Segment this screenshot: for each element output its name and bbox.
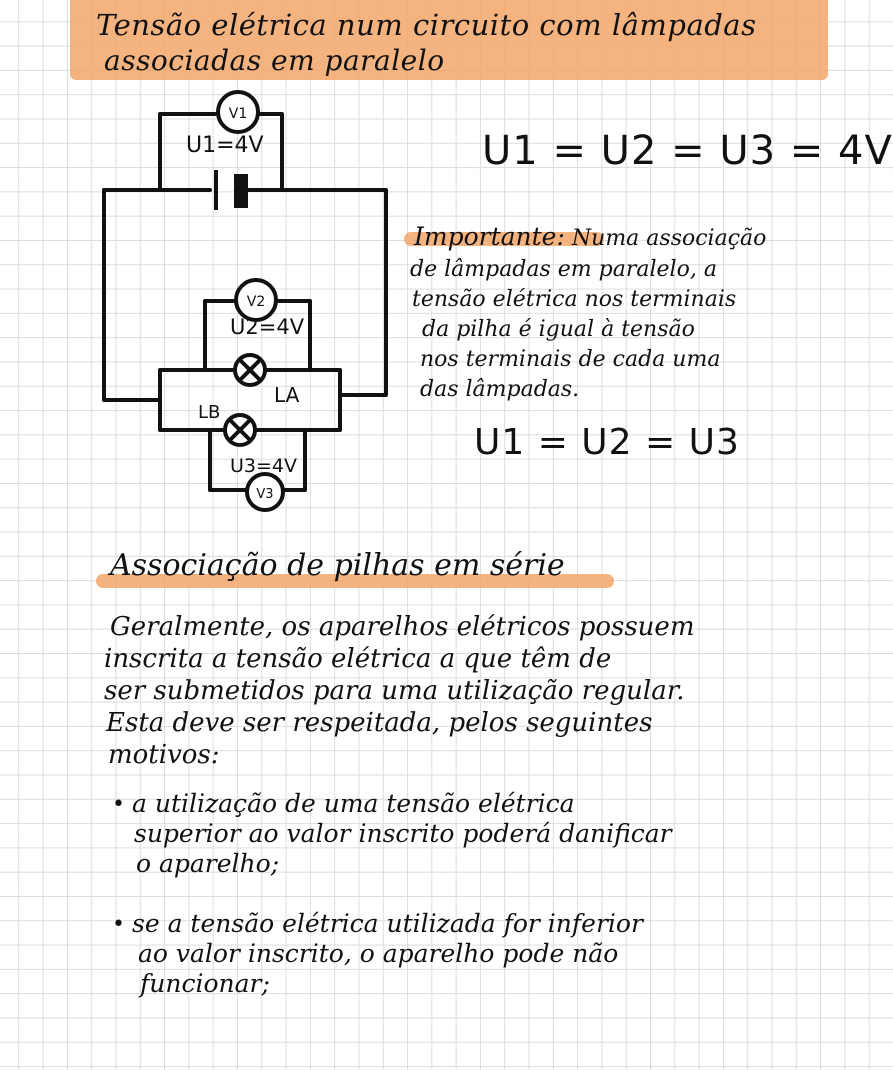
v1-symbol: V1 [228, 106, 248, 122]
u2-label: U2=4V [230, 315, 305, 339]
bullet-1-line3: o aparelho; [136, 849, 280, 878]
important-note-line6: das lâmpadas. [420, 377, 580, 402]
u1-label: U1=4V [186, 133, 264, 158]
paragraph-line2: inscrita a tensão elétrica a que têm de [104, 644, 612, 674]
important-note-line4: da pilha é igual à tensão [422, 317, 695, 342]
u3-label: U3=4V [230, 455, 298, 477]
battery-thick-plate [234, 174, 248, 208]
v2-symbol: V2 [246, 294, 266, 310]
important-note-line5: nos terminais de cada uma [420, 347, 721, 372]
bullet-dot-1: • [112, 792, 125, 817]
outer-wire [104, 190, 160, 400]
section-title: Associação de pilhas em série [110, 548, 565, 583]
paragraph-line3: ser submetidos para uma utilização regular. [104, 676, 685, 706]
bullet-1-line1: a utilização de uma tensão elétrica [132, 789, 575, 818]
lamp-a-label: LA [274, 383, 300, 407]
voltage-equation-note: U1 = U2 = U3 [474, 422, 740, 463]
lamp-a [235, 355, 265, 385]
important-text-start: Numa associação [571, 226, 767, 251]
bullet-2-line3: funcionar; [140, 969, 270, 998]
paragraph-line1: Geralmente, os aparelhos elétricos possuem [110, 612, 695, 642]
important-note-line1 [414, 222, 766, 253]
paragraph-line4: Esta deve ser respeitada, pelos seguintes [106, 708, 653, 738]
important-note-line2: de lâmpadas em paralelo, a [410, 257, 717, 282]
important-note-line3: tensão elétrica nos terminais [412, 287, 737, 312]
paragraph-line5: motivos: [108, 740, 220, 770]
page-title-line2: associadas em paralelo [104, 44, 445, 77]
bullet-2-line1: se a tensão elétrica utilizada for inferior [132, 909, 643, 938]
page-title-line1: Tensão elétrica num circuito com lâmpadas [96, 8, 757, 42]
v3-symbol: V3 [256, 487, 274, 502]
voltage-equation: U1 = U2 = U3 = 4V [482, 128, 893, 174]
bullet-2-line2: ao valor inscrito, o aparelho pode não [138, 939, 619, 968]
lamp-b-label: LB [198, 402, 221, 423]
important-label: Importante: [414, 222, 565, 251]
bullet-1-line2: superior ao valor inscrito poderá danificar [134, 819, 672, 848]
lamp-b [225, 415, 255, 445]
bullet-dot-2: • [112, 912, 125, 937]
